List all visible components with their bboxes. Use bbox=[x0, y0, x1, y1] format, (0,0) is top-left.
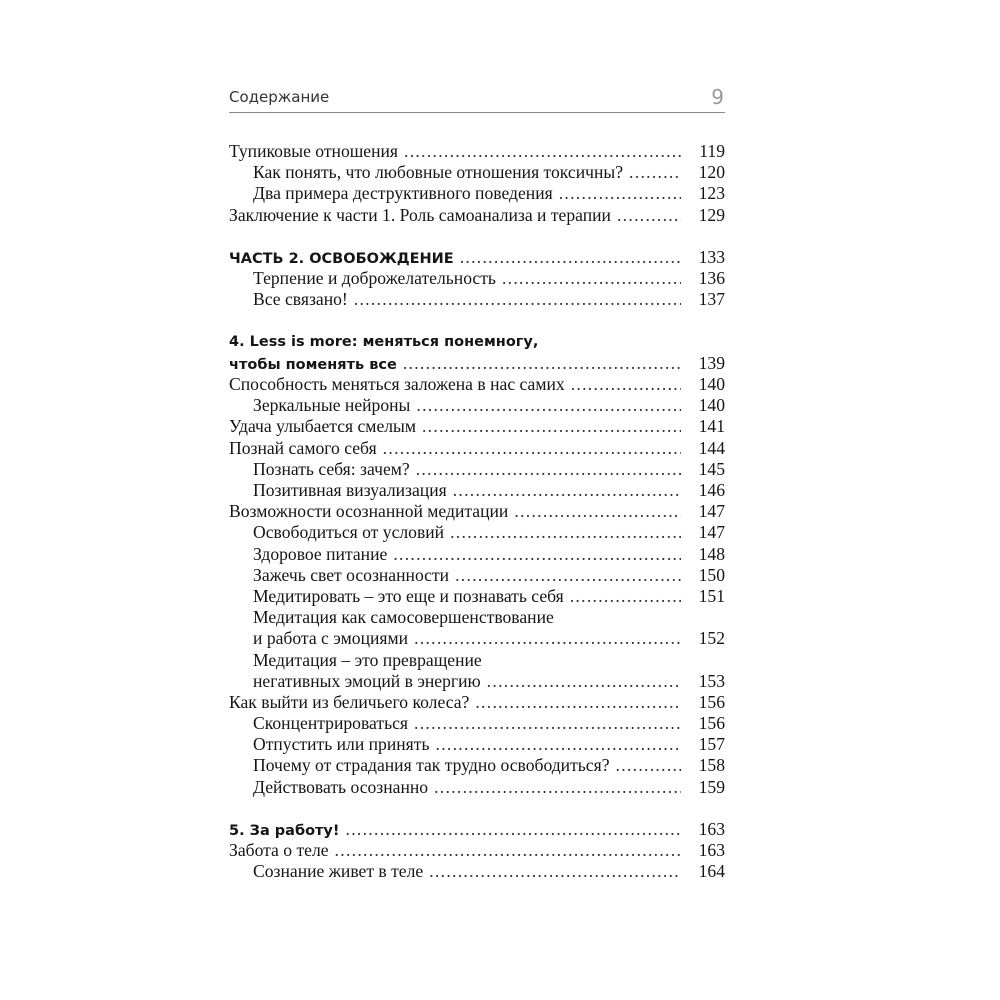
toc-entry bbox=[229, 416, 725, 437]
toc-title: 5. За работу! bbox=[229, 823, 340, 840]
toc-title: Терпение и доброжелательность bbox=[253, 268, 496, 289]
toc-page: 141 bbox=[698, 416, 725, 437]
toc-title: Зеркальные нейроны bbox=[253, 395, 411, 416]
toc-title: Сконцентрироваться bbox=[253, 713, 408, 734]
leader-dots bbox=[450, 522, 681, 543]
leader-dots bbox=[436, 734, 682, 755]
toc-page: 136 bbox=[698, 268, 725, 289]
toc-entry bbox=[229, 650, 725, 692]
toc-page: 144 bbox=[698, 437, 725, 458]
toc-page: 140 bbox=[698, 395, 725, 416]
toc-page: 157 bbox=[698, 734, 725, 755]
toc-entry bbox=[229, 755, 725, 776]
toc-entry bbox=[229, 205, 725, 226]
toc-entry bbox=[229, 289, 725, 310]
toc-page: 147 bbox=[698, 501, 725, 522]
toc-title: Сознание живет в теле bbox=[253, 861, 424, 882]
toc-page: 139 bbox=[698, 352, 725, 373]
leader-dots bbox=[414, 628, 681, 649]
toc-title: Заключение к части 1. Роль самоанализа и терапии bbox=[229, 204, 611, 225]
toc-page: 129 bbox=[698, 204, 725, 225]
toc-title: Отпустить или принять bbox=[253, 734, 430, 755]
toc-title: Способность меняться заложена в нас самих bbox=[229, 374, 565, 395]
toc-title: Забота о теле bbox=[229, 840, 329, 861]
toc-entry bbox=[229, 374, 725, 395]
toc-entry bbox=[229, 438, 725, 459]
toc-title: Зажечь свет осознанности bbox=[253, 564, 450, 585]
toc-entry bbox=[229, 395, 725, 416]
toc-title: Позитивная визуализация bbox=[253, 480, 447, 501]
leader-dots bbox=[354, 289, 681, 310]
toc-entry bbox=[229, 459, 725, 480]
leader-dots bbox=[460, 247, 681, 268]
toc-entry bbox=[229, 861, 725, 882]
toc-title: Медитировать – это еще и познавать себя bbox=[253, 585, 564, 606]
toc-entry bbox=[229, 544, 725, 565]
toc-title: Почему от страдания так трудно освободиться? bbox=[253, 755, 610, 776]
toc-entry bbox=[229, 522, 725, 543]
leader-dots bbox=[571, 374, 681, 395]
toc-entry bbox=[229, 141, 725, 162]
toc-page: 148 bbox=[698, 543, 725, 564]
toc-entry bbox=[229, 819, 725, 840]
toc-page: 163 bbox=[698, 819, 725, 840]
toc-page: 156 bbox=[698, 691, 725, 712]
toc-title: чтобы поменять все bbox=[229, 356, 397, 373]
toc-title: ЧАСТЬ 2. ОСВОБОЖДЕНИЕ bbox=[229, 250, 454, 267]
toc-entry bbox=[229, 692, 725, 713]
toc-entry bbox=[229, 713, 725, 734]
toc-entry bbox=[229, 501, 725, 522]
leader-dots bbox=[453, 480, 681, 501]
leader-dots bbox=[475, 692, 681, 713]
leader-dots bbox=[416, 395, 681, 416]
toc-page: 137 bbox=[698, 289, 725, 310]
leader-dots bbox=[616, 755, 681, 776]
toc-entry bbox=[229, 840, 725, 861]
toc-page: 133 bbox=[698, 246, 725, 267]
toc-title: Два примера деструктивного поведения bbox=[253, 183, 553, 204]
toc-title: Удача улыбается смелым bbox=[229, 416, 416, 437]
page-number: 9 bbox=[711, 85, 724, 109]
toc-page: 145 bbox=[698, 458, 725, 479]
leader-dots bbox=[403, 353, 681, 374]
leader-dots bbox=[335, 840, 681, 861]
leader-dots bbox=[434, 777, 681, 798]
toc-entry bbox=[229, 247, 725, 268]
toc-title: Познать себя: зачем? bbox=[253, 458, 410, 479]
leader-dots bbox=[617, 205, 681, 226]
toc-page: 119 bbox=[699, 141, 725, 161]
toc-title: Как понять, что любовные отношения токсичны? bbox=[253, 162, 624, 183]
toc-entry bbox=[229, 734, 725, 755]
toc-entry bbox=[229, 607, 725, 649]
toc-title: Тупиковые отношения bbox=[229, 141, 399, 161]
toc-page: 140 bbox=[698, 374, 725, 395]
toc-page: 123 bbox=[698, 183, 725, 204]
header-title: Содержание bbox=[229, 88, 330, 106]
page-header bbox=[229, 84, 725, 113]
toc-entry bbox=[229, 162, 725, 183]
toc-page: 153 bbox=[698, 670, 725, 691]
toc-title-line1: Медитация как самосовершенствование bbox=[253, 607, 554, 628]
toc-page: 159 bbox=[698, 776, 725, 797]
toc-page: 146 bbox=[698, 480, 725, 501]
leader-dots bbox=[383, 438, 681, 459]
leader-dots bbox=[346, 819, 682, 840]
toc-title: Все связано! bbox=[253, 289, 348, 310]
leader-dots bbox=[629, 162, 681, 183]
leader-dots bbox=[414, 713, 681, 734]
toc-page: 147 bbox=[698, 522, 725, 543]
toc-entry bbox=[229, 480, 725, 501]
toc-page: 164 bbox=[698, 861, 725, 882]
leader-dots bbox=[429, 861, 681, 882]
leader-dots bbox=[422, 416, 681, 437]
toc-page: 151 bbox=[698, 585, 725, 606]
toc-page: 163 bbox=[698, 840, 725, 861]
toc-title: и работа с эмоциями bbox=[253, 628, 409, 649]
leader-dots bbox=[416, 459, 681, 480]
toc-title-line1: Медитация – это превращение bbox=[253, 649, 482, 670]
toc-page: 150 bbox=[698, 564, 725, 585]
toc-page: 158 bbox=[698, 755, 725, 776]
toc-entry bbox=[229, 777, 725, 798]
toc-title: Здоровое питание bbox=[253, 543, 388, 564]
toc-page: 120 bbox=[698, 162, 725, 183]
toc-page: 152 bbox=[698, 628, 725, 649]
leader-dots bbox=[404, 141, 681, 162]
toc-entry bbox=[229, 268, 725, 289]
toc-entry bbox=[229, 565, 725, 586]
toc-title: Освободиться от условий bbox=[253, 522, 445, 543]
toc-title: Действовать осознанно bbox=[253, 776, 429, 797]
leader-dots bbox=[455, 565, 681, 586]
toc-entry bbox=[229, 183, 725, 204]
leader-dots bbox=[570, 586, 681, 607]
leader-dots bbox=[559, 183, 681, 204]
toc-entry bbox=[229, 586, 725, 607]
leader-dots bbox=[393, 544, 681, 565]
toc-title: Как выйти из беличьего колеса? bbox=[229, 691, 470, 712]
toc-title: Познай самого себя bbox=[229, 437, 377, 458]
leader-dots bbox=[514, 501, 681, 522]
toc-page: 156 bbox=[698, 713, 725, 734]
leader-dots bbox=[487, 671, 681, 692]
toc-title: негативных эмоций в энергию bbox=[253, 670, 481, 691]
leader-dots bbox=[502, 268, 681, 289]
toc-entry bbox=[229, 332, 725, 374]
table-of-contents bbox=[229, 141, 725, 883]
toc-title: Возможности осознанной медитации bbox=[229, 501, 509, 522]
toc-title-line1: 4. Less is more: меняться понемногу, bbox=[229, 333, 539, 350]
